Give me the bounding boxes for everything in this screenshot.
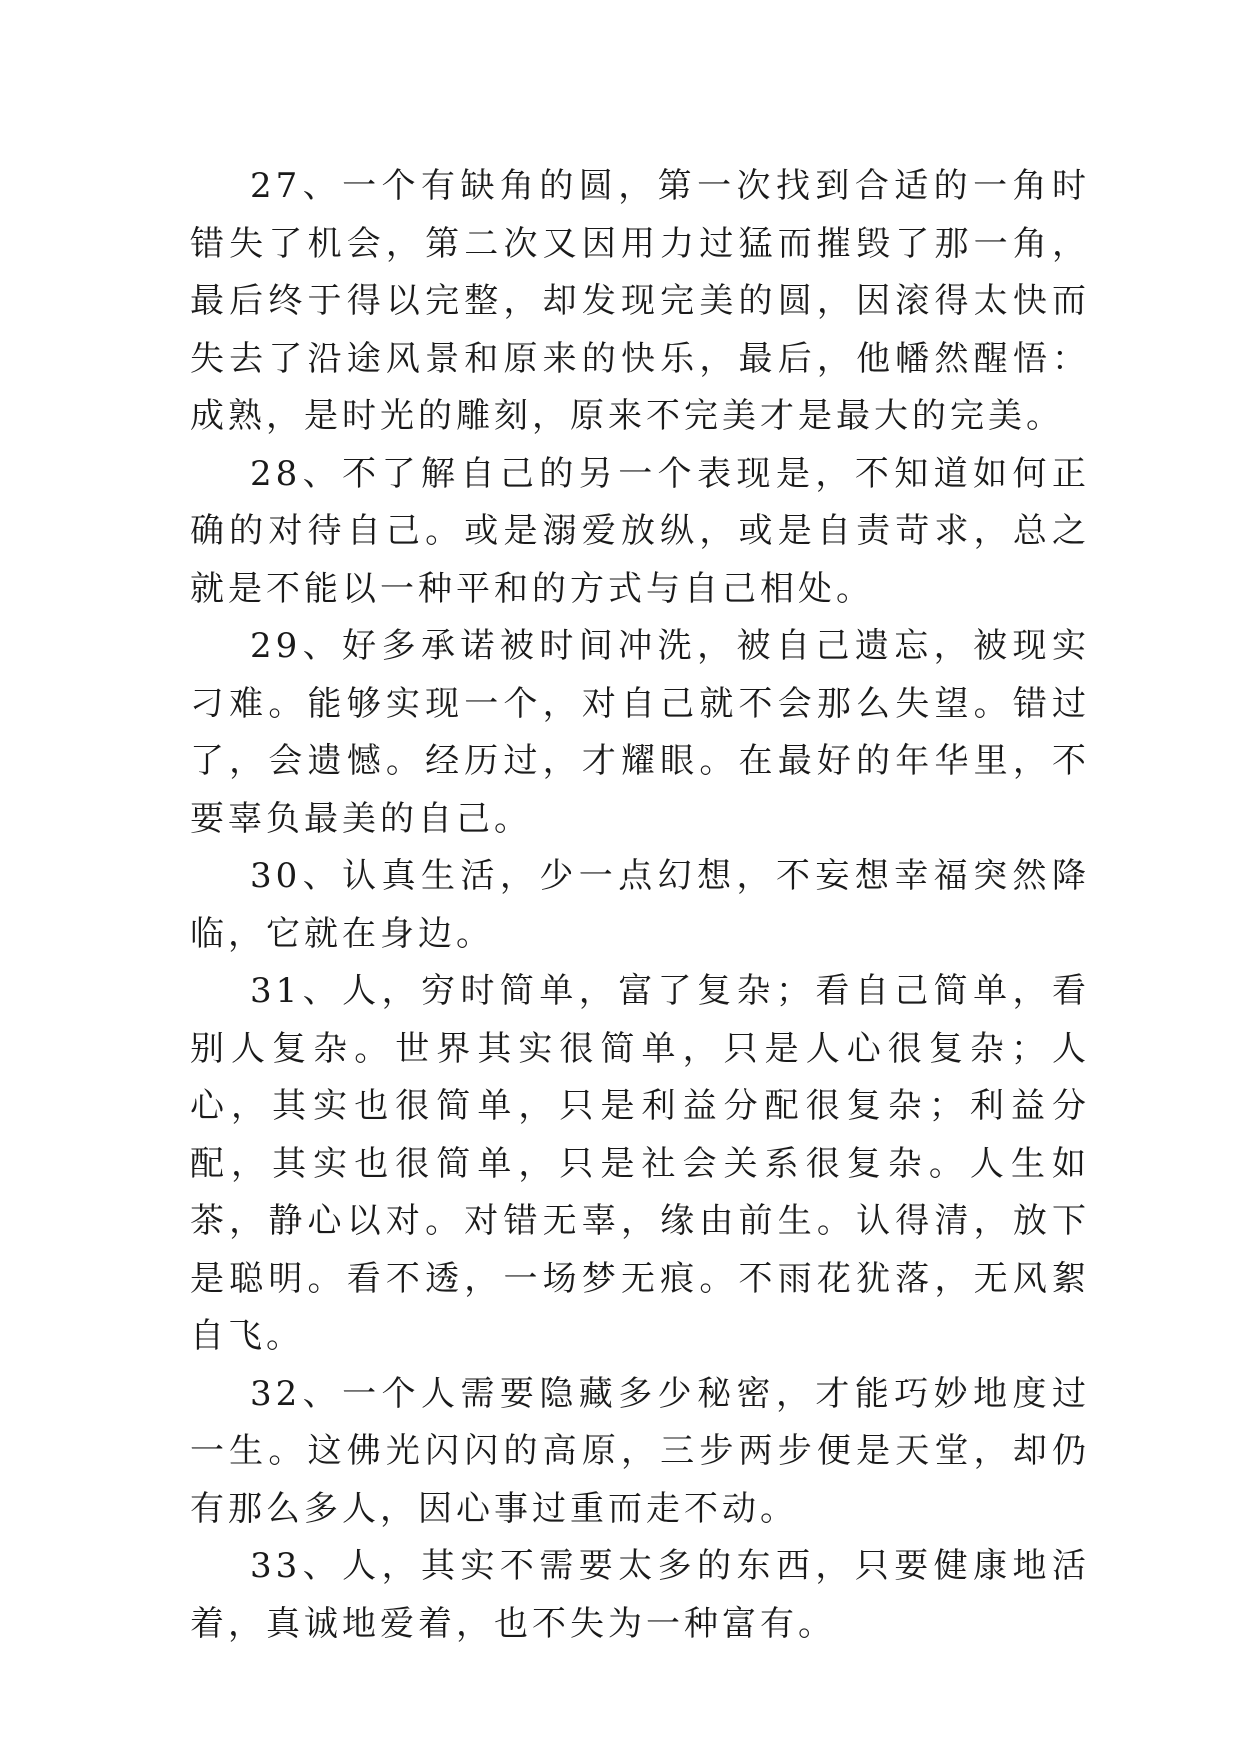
paragraph-29: 29、好多承诺被时间冲洗，被自己遗忘，被现实刁难。能够实现一个，对自己就不会那么失望。错过了，会遗憾。经历过，才耀眼。在最好的年华里，不要辜负最美的自己。 xyxy=(190,626,1090,839)
paragraph-33: 33、人，其实不需要太多的东西，只要健康地活着，真诚地爱着，也不失为一种富有。 xyxy=(190,1546,1090,1644)
document-body xyxy=(190,158,1090,1653)
paragraph-27: 27、一个有缺角的圆，第一次找到合适的一角时错失了机会，第二次又因用力过猛而摧毁了那一角，最后终于得以完整，却发现完美的圆，因滚得太快而失去了沿途风景和原来的快乐，最后，他幡然醒悟：成熟，是时光的雕刻，原来不完美才是最大的完美。 xyxy=(190,166,1090,436)
paragraph-32: 32、一个人需要隐藏多少秘密，才能巧妙地度过一生。这佛光闪闪的高原，三步两步便是天堂，却仍有那么多人，因心事过重而走不动。 xyxy=(190,1373,1090,1529)
paragraph-31: 31、人，穷时简单，富了复杂；看自己简单，看别人复杂。世界其实很简单，只是人心很复杂；人心，其实也很简单，只是利益分配很复杂；利益分配，其实也很简单，只是社会关系很复杂。人生如茶，静心以对。对错无辜，缘由前生。认得清，放下是聪明。看不透，一场梦无痕。不雨花犹落，无风絮自飞。 xyxy=(190,971,1090,1356)
paragraph-28: 28、不了解自己的另一个表现是，不知道如何正确的对待自己。或是溺爱放纵，或是自责苛求，总之就是不能以一种平和的方式与自己相处。 xyxy=(190,453,1090,609)
paragraph-30: 30、认真生活，少一点幻想，不妄想幸福突然降临，它就在身边。 xyxy=(190,856,1090,954)
